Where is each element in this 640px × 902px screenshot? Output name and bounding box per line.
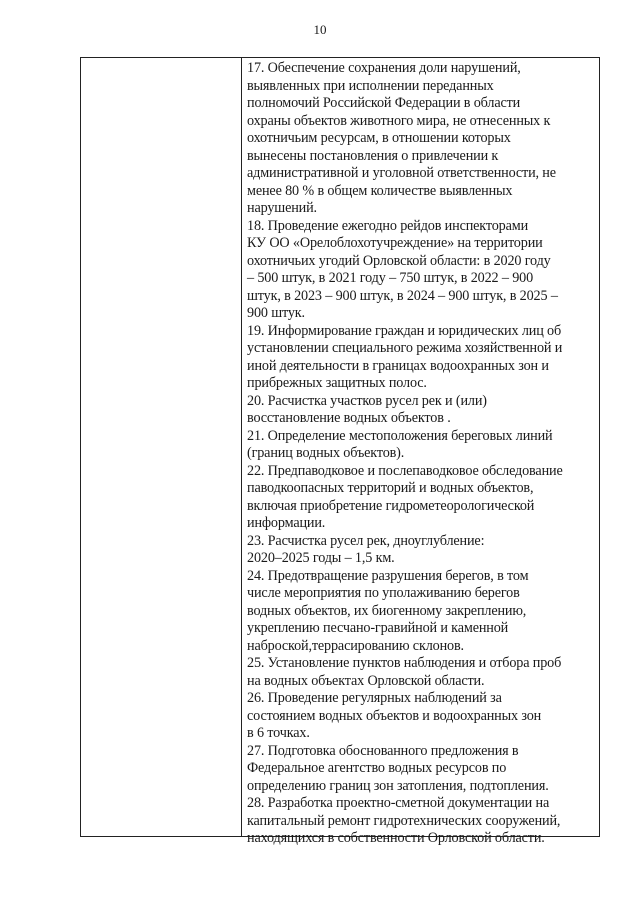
measure-item: 22. Предпаводковое и послепаводковое обследование паводкоопасных территорий и водных объектов, включая приобретение гидрометеорологической информации.	[247, 462, 563, 531]
measures-cell	[247, 60, 595, 848]
measure-item: 27. Подготовка обоснованного предложения в Федеральное агентство водных ресурсов по определению границ зон затопления, подтопления.	[247, 742, 549, 794]
measure-item: 18. Проведение ежегодно рейдов инспекторами КУ ОО «Орелоблохотучреждение» на территории охотничьих угодий Орловской области: в 2020 году – 500 штук, в 2021 году – 750 штук, в 2022 – 900 штук, в 2023 – 900 штук, в 2024 – 900 штук, в 2025 – 900 штук.	[247, 217, 558, 321]
measures-table	[80, 57, 600, 846]
measure-item: 19. Информирование граждан и юридических лиц об установлении специального режима хозяйственной и иной деятельности в границах водоохранных зон и прибрежных защитных полос.	[247, 322, 563, 391]
measure-item: 21. Определение местоположения береговых линий (границ водных объектов).	[247, 427, 553, 461]
measure-item: 23. Расчистка русел рек, дноуглубление: 2020–2025 годы – 1,5 км.	[247, 532, 485, 566]
column-divider	[241, 58, 242, 836]
page-number: 10	[313, 22, 327, 37]
measure-item: 24. Предотвращение разрушения берегов, в том числе мероприятия по уполаживанию берегов водных объектов, их биогенному закреплению, укреплению песчано-гравийной и каменной наброской,террасированию склонов.	[247, 567, 529, 654]
measure-item: 17. Обеспечение сохранения доли нарушений, выявленных при исполнении переданных полномочий Российской Федерации в области охраны объектов животного мира, не отнесенных к охотничьим ресурсам, в отношении которых вынесены постановления о привлечении к административной и уголовной ответственности, не менее 80 % в общем количестве выявленных нарушений.	[247, 60, 556, 216]
measure-item: 25. Установление пунктов наблюдения и отбора проб на водных объектах Орловской области.	[247, 655, 562, 689]
measure-item: 28. Разработка проектно-сметной документации на капитальный ремонт гидротехнических сооружений, находящихся в собственности Орловской области.	[247, 795, 561, 846]
measure-item: 20. Расчистка участков русел рек и (или) восстановление водных объектов .	[247, 392, 487, 426]
measure-item: 26. Проведение регулярных наблюдений за состоянием водных объектов и водоохранных зон в 6 точках.	[247, 690, 542, 741]
